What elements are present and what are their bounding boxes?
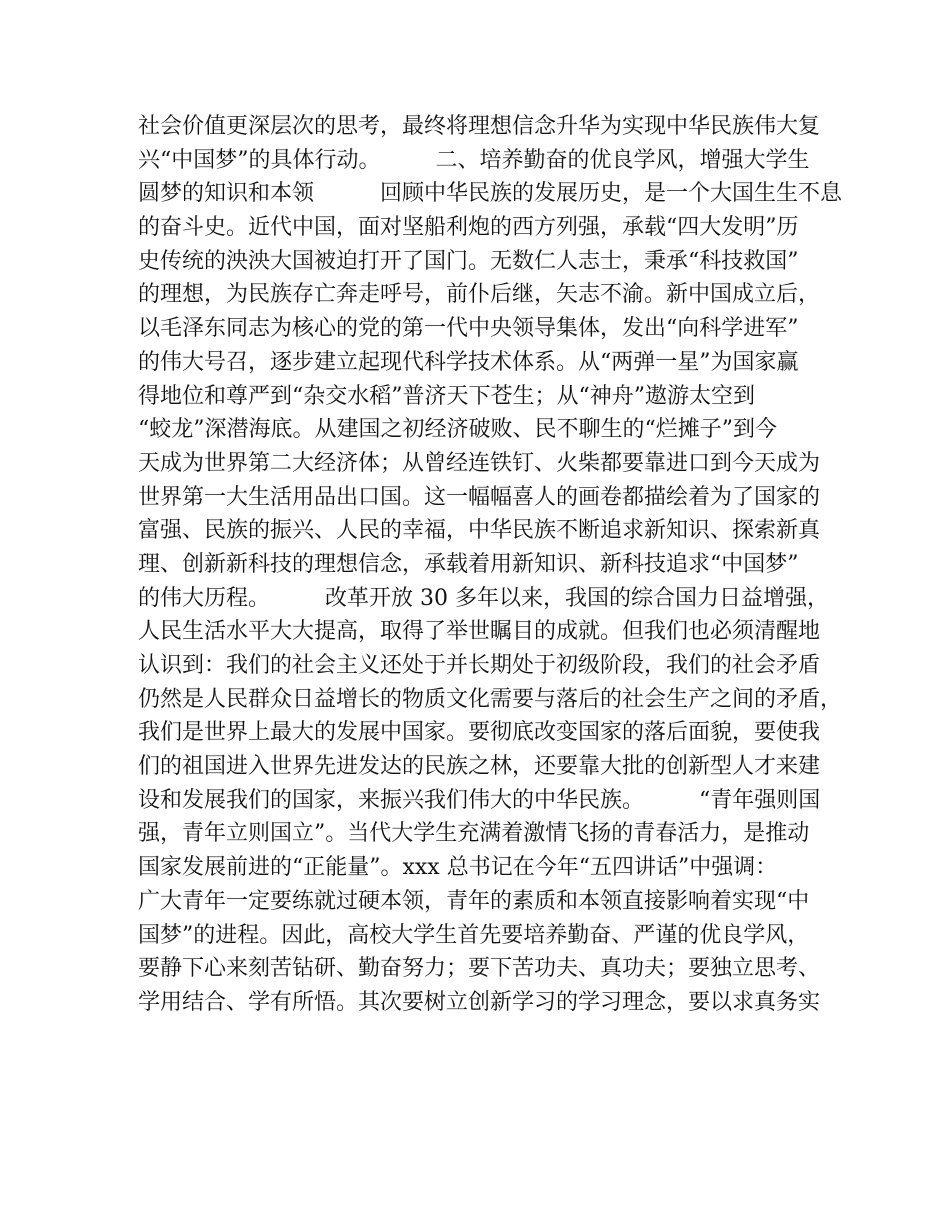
text-line: 广大青年一定要练就过硬本领，青年的素质和本领直接影响着实现“中 [138, 888, 810, 914]
text-line: 设和发展我们的国家，来振兴我们伟大的中华民族。 “青年强则国 [138, 787, 821, 813]
text-line: 的奋斗史。近代中国，面对坚船利炮的西方列强，承载“四大发明”历 [138, 215, 799, 241]
text-line: 圆梦的知识和本领 回顾中华民族的发展历史，是一个大国生生不息 [138, 181, 843, 207]
text-line: 理、创新新科技的理想信念，承载着用新知识、新科技追求“中国梦” [138, 551, 799, 577]
text-line: 仍然是人民群众日益增长的物质文化需要与落后的社会生产之间的矛盾， [138, 686, 843, 712]
text-line: 兴“中国梦”的具体行动。 二、培养勤奋的优良学风，增强大学生 [138, 147, 810, 173]
text-line: 社会价值更深层次的思考，最终将理想信念升华为实现中华民族伟大复 [138, 114, 821, 139]
text-line: 我们是世界上最大的发展中国家。要彻底改变国家的落后面貌，要使我 [138, 720, 821, 746]
text-line: 的伟大历程。 改革开放 30 多年以来，我国的综合国力日益增强， [138, 585, 829, 611]
text-line: 以毛泽东同志为核心的党的第一代中央领导集体，发出“向科学进军” [138, 316, 799, 342]
text-line: 史传统的泱泱大国被迫打开了国门。无数仁人志士，秉承“科技救国” [138, 248, 799, 274]
text-line: 国梦”的进程。因此，高校大学生首先要培养勤奋、严谨的优良学风， [138, 922, 810, 948]
text-line: 富强、民族的振兴、人民的幸福，中华民族不断追求新知识、探索新真 [138, 518, 821, 544]
text-line: 强，青年立则国立”。当代大学生充满着激情飞扬的青春活力，是推动 [138, 821, 810, 847]
text-line: 世界第一大生活用品出口国。这一幅幅喜人的画卷都描绘着为了国家的 [138, 484, 821, 510]
text-line: 认识到：我们的社会主义还处于并长期处于初级阶段，我们的社会矛盾 [138, 653, 821, 678]
text-line: 天成为世界第二大经济体；从曾经连铁钉、火柴都要靠进口到今天成为 [138, 450, 821, 476]
text-line: 国家发展前进的“正能量”。xxx 总书记在今年“五四讲话”中强调： [138, 855, 778, 881]
text-line: “蛟龙”深潜海底。从建国之初经济破败、民不聊生的“烂摊子”到今 [138, 417, 777, 443]
text-line: 要静下心来刻苦钻研、勤奋努力；要下苦功夫、真功夫；要独立思考、 [138, 956, 821, 982]
text-line: 的理想，为民族存亡奔走呼号，前仆后继，矢志不渝。新中国成立后， [138, 282, 821, 308]
text-line: 学用结合、学有所悟。其次要树立创新学习的学习理念，要以求真务实 [138, 989, 821, 1015]
text-line: 人民生活水平大大提高，取得了举世瞩目的成就。但我们也必须清醒地 [138, 619, 821, 645]
body-text [138, 110, 843, 1020]
text-line: 得地位和尊严到“杂交水稻”普济天下苍生；从“神舟”遨游太空到 [138, 383, 755, 409]
text-line: 们的祖国进入世界先进发达的民族之林，还要靠大批的创新型人才来建 [138, 754, 821, 780]
text-line: 的伟大号召，逐步建立起现代科学技术体系。从“两弹一星”为国家赢 [138, 349, 799, 375]
